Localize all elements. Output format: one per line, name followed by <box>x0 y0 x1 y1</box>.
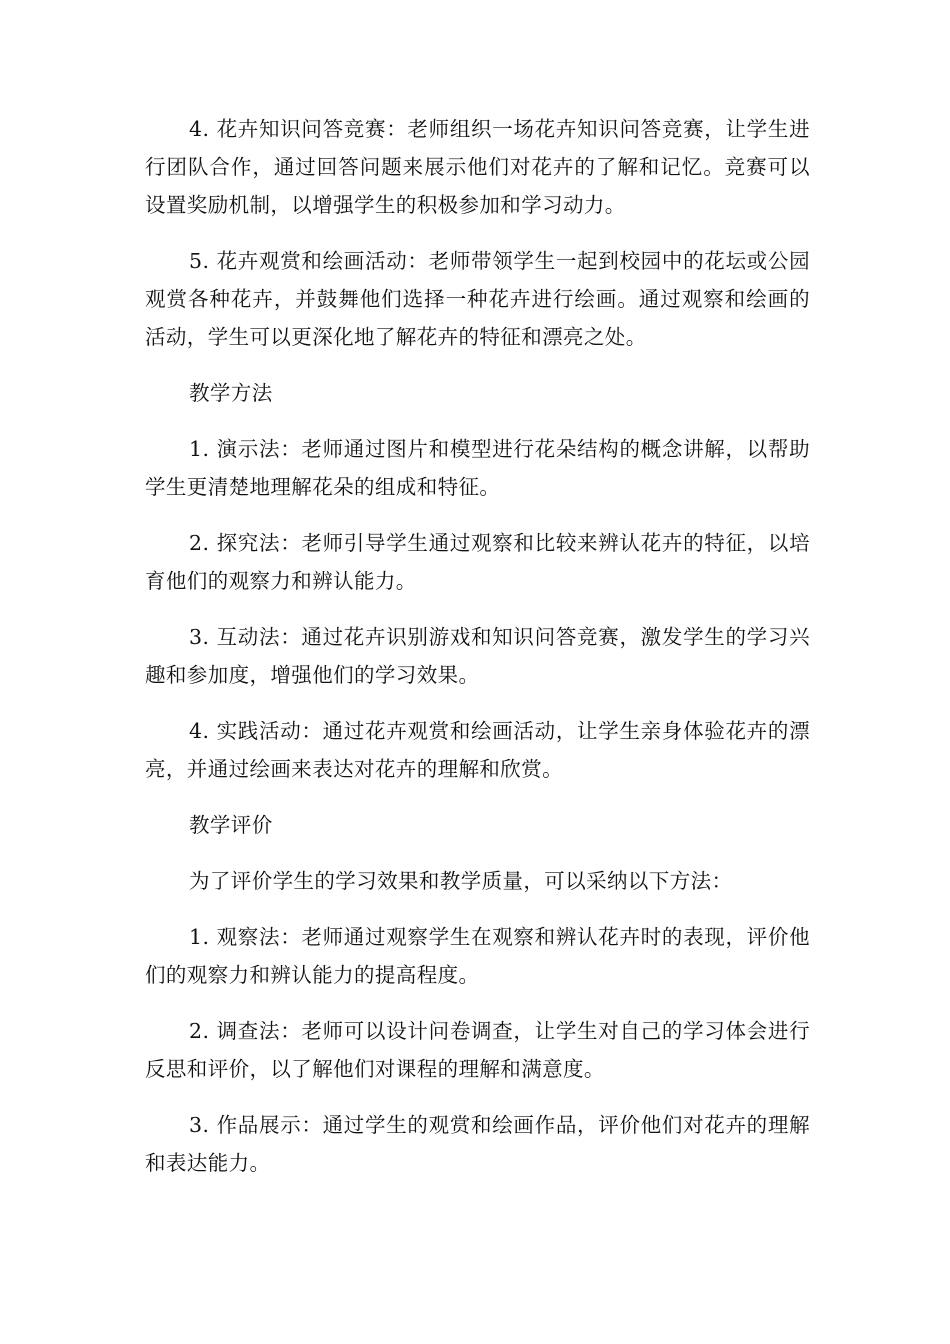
paragraph-work-display: 3. 作品展示：通过学生的观赏和绘画作品，评价他们对花卉的理解和表达能力。 <box>145 1113 810 1175</box>
paragraph-flower-viewing-drawing: 5. 花卉观赏和绘画活动：老师带领学生一起到校园中的花坛或公园观赏各种花卉，并鼓舞他们选择一种花卉进行绘画。通过观察和绘画的活动，学生可以更深化地了解花卉的特征和漂亮之处。 <box>145 249 810 349</box>
section-heading-teaching-methods: 教学方法 <box>189 381 273 405</box>
paragraph-survey-method: 2. 调查法：老师可以设计问卷调查，让学生对自己的学习体会进行反思和评价，以了解他们对课程的理解和满意度。 <box>145 1019 810 1081</box>
paragraph-demonstration-method: 1. 演示法：老师通过图片和模型进行花朵结构的概念讲解，以帮助学生更清楚地理解花朵的组成和特征。 <box>145 437 810 499</box>
paragraph-practice-activity: 4. 实践活动：通过花卉观赏和绘画活动，让学生亲身体验花卉的漂亮，并通过绘画来表达对花卉的理解和欣赏。 <box>145 719 810 781</box>
section-heading-teaching-evaluation: 教学评价 <box>189 813 273 837</box>
paragraph-evaluation-intro: 为了评价学生的学习效果和教学质量，可以采纳以下方法： <box>189 869 733 893</box>
paragraph-observation-method: 1. 观察法：老师通过观察学生在观察和辨认花卉时的表现，评价他们的观察力和辨认能力的提高程度。 <box>145 925 810 987</box>
paragraph-inquiry-method: 2. 探究法：老师引导学生通过观察和比较来辨认花卉的特征，以培育他们的观察力和辨认能力。 <box>145 531 810 593</box>
paragraph-quiz-competition: 4. 花卉知识问答竞赛：老师组织一场花卉知识问答竞赛，让学生进行团队合作，通过回答问题来展示他们对花卉的了解和记忆。竞赛可以设置奖励机制，以增强学生的积极参加和学习动力。 <box>145 117 810 217</box>
paragraph-interactive-method: 3. 互动法：通过花卉识别游戏和知识问答竞赛，激发学生的学习兴趣和参加度，增强他们的学习效果。 <box>145 625 810 687</box>
document-page <box>145 110 810 1200</box>
